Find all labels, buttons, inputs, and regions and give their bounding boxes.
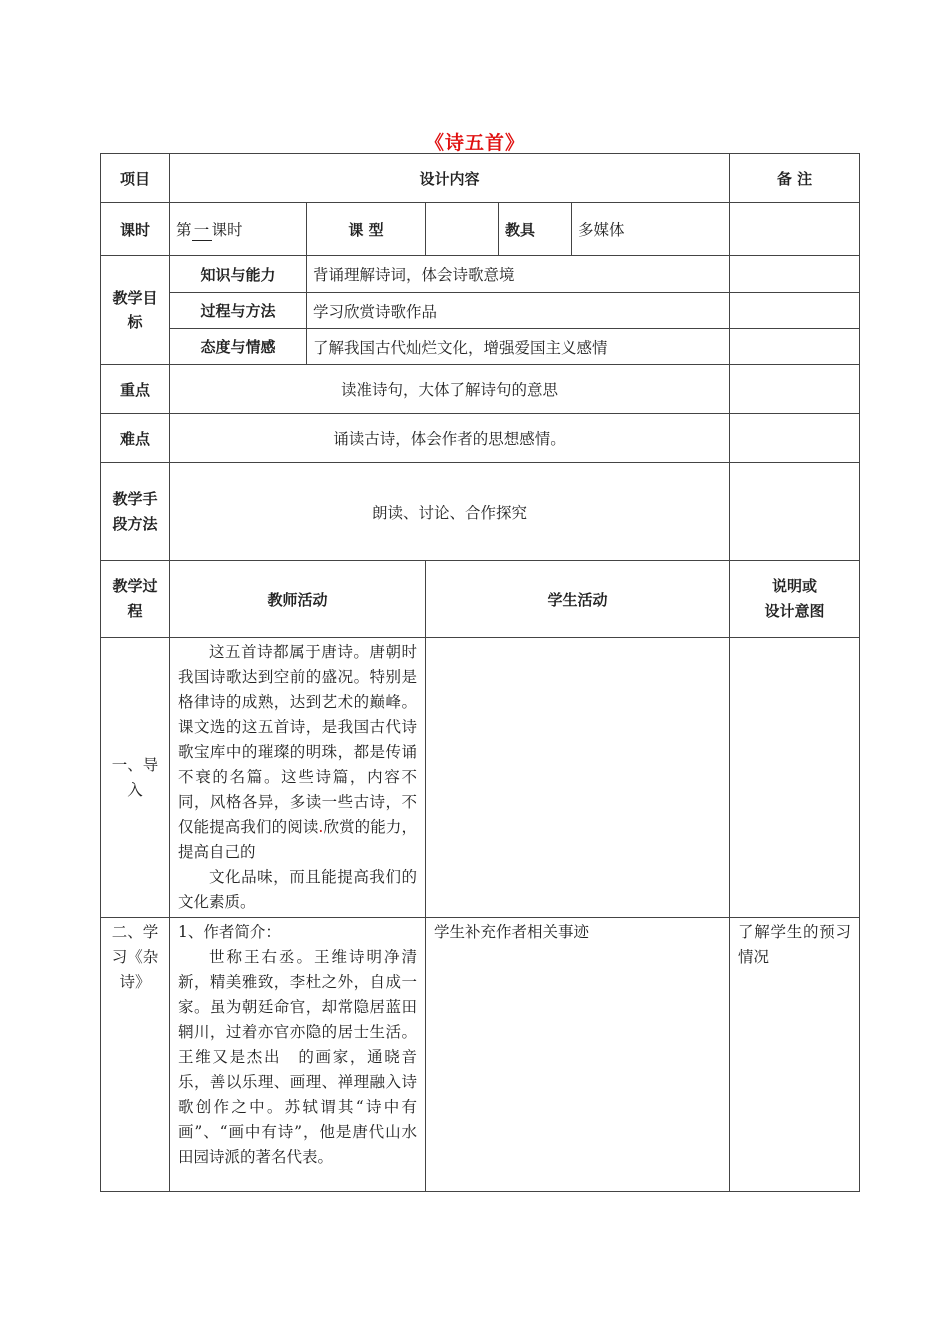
design-intent-header: 说明或 设计意图 — [730, 561, 860, 638]
period-note — [730, 203, 860, 256]
goal-note — [730, 329, 860, 365]
difficulty-value: 诵读古诗，体会作者的思想感情。 — [170, 414, 730, 463]
lesson-type-value — [426, 203, 499, 256]
stage-note — [730, 638, 860, 918]
student-activity-header: 学生活动 — [426, 561, 730, 638]
goal-label: 态度与情感 — [170, 329, 307, 365]
goal-label: 过程与方法 — [170, 293, 307, 329]
document-title: 《诗五首》 — [424, 132, 525, 154]
stage-student-activity — [426, 638, 730, 918]
key-point-row — [101, 365, 860, 414]
period-label: 课时 — [101, 203, 170, 256]
stage-label: 二、学习《杂诗》 — [101, 918, 170, 1192]
teaching-tool-label: 教具 — [499, 203, 572, 256]
difficulty-row — [101, 414, 860, 463]
method-row — [101, 463, 860, 561]
stage-row-intro — [101, 638, 860, 918]
stage-note: 了解学生的预习情况 — [730, 918, 860, 1192]
goal-value: 背诵理解诗词，体会诗歌意境 — [307, 256, 730, 293]
header-note: 备 注 — [730, 154, 860, 203]
process-header-row — [101, 561, 860, 638]
goal-row-knowledge — [101, 256, 860, 293]
stage-student-activity: 学生补充作者相关事迹 — [426, 918, 730, 1192]
stage-row-study — [101, 918, 860, 1192]
header-design: 设计内容 — [170, 154, 730, 203]
goal-row-process — [101, 293, 860, 329]
goal-value: 了解我国古代灿烂文化，增强爱国主义感情 — [307, 329, 730, 365]
stage-teacher-activity — [170, 918, 426, 1192]
goal-label: 知识与能力 — [170, 256, 307, 293]
lesson-plan-table — [100, 153, 860, 1192]
teacher-activity-header: 教师活动 — [170, 561, 426, 638]
process-label: 教学过程 — [101, 561, 170, 638]
period-row — [101, 203, 860, 256]
teacher-heading: 1、作者简介： — [178, 923, 281, 941]
teacher-paragraph: 文化品味，而且能提高我们的文化素质。 — [178, 868, 417, 911]
period-value: 第 一 课时 — [170, 203, 307, 256]
difficulty-label: 难点 — [101, 414, 170, 463]
goal-value: 学习欣赏诗歌作品 — [307, 293, 730, 329]
period-number: 一 — [192, 218, 212, 241]
lesson-type-label: 课 型 — [307, 203, 426, 256]
method-label: 教学手段方法 — [101, 463, 170, 561]
header-row — [101, 154, 860, 203]
goal-note — [730, 256, 860, 293]
goal-row-attitude — [101, 329, 860, 365]
teacher-paragraph: 这五首诗都属于唐诗。唐朝时我国诗歌达到空前的盛况。特别是格律诗的成熟，达到艺术的巅峰。课文选的这五首诗，是我国古代诗歌宝库中的璀璨的明珠，都是传诵不衰的名篇。这些诗篇，内容不同，风格各异，多读一些古诗，不仅能提高我们的阅读.欣赏的能力，提高自己的 — [178, 643, 417, 861]
teacher-paragraph: 世称王右丞。王维诗明净清新，精美雅致，李杜之外，自成一家。虽为朝廷命官，却常隐居蓝田辋川，过着亦官亦隐的居士生活。王维又是杰出 的画家，通晓音乐，善以乐理、画理、禅理融入诗歌创作之中。苏轼谓其“诗中有画”、“画中有诗”，他是唐代山水田园诗派的著名代表。 — [178, 948, 417, 1166]
stage-teacher-activity — [170, 638, 426, 918]
key-point-label: 重点 — [101, 365, 170, 414]
method-note — [730, 463, 860, 561]
difficulty-note — [730, 414, 860, 463]
goal-note — [730, 293, 860, 329]
header-item: 项目 — [101, 154, 170, 203]
key-point-value: 读准诗句，大体了解诗句的意思 — [170, 365, 730, 414]
stage-label: 一、导入 — [101, 638, 170, 918]
method-value: 朗读、讨论、合作探究 — [170, 463, 730, 561]
goals-label: 教学目标 — [101, 256, 170, 365]
teaching-tool-value: 多媒体 — [572, 203, 730, 256]
text-mark: . — [318, 818, 324, 836]
key-point-note — [730, 365, 860, 414]
